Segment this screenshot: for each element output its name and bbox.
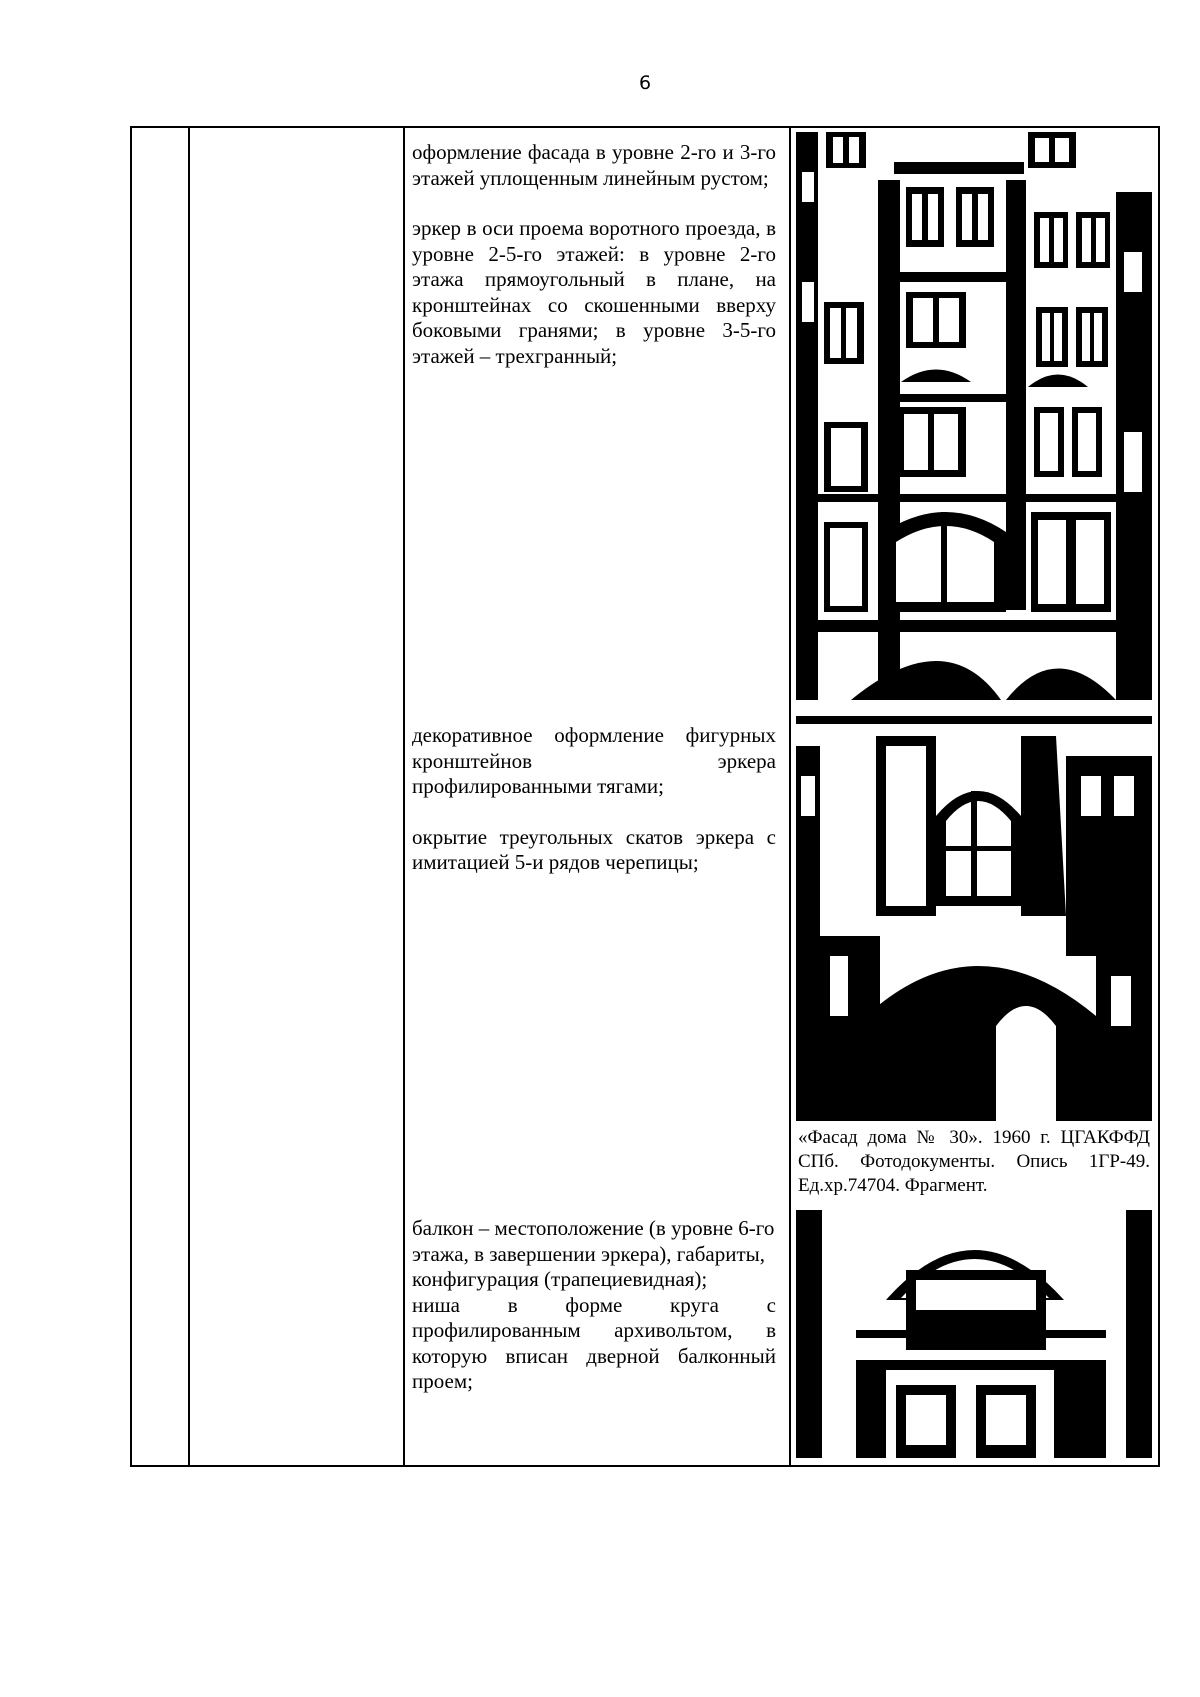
row-1-paragraph-2: эркер в оси проема воротного проезда, в уровне 2-5-го этажей: в уровне 2-го этажа прямоугольный в плане, на кронштейнах со скошенными вверху боковыми гранями; в уровне 3-5-го этажей – трехгранный; [412, 216, 776, 368]
row-2-text [412, 723, 776, 876]
photo-caption: «Фасад дома № 30». 1960 г. ЦГАКФФД СПб. Фотодокументы. Опись 1ГР-49. Ед.хр.74704. Фрагмент. [798, 1127, 1150, 1196]
column-divider-3 [789, 128, 791, 1465]
column-divider-2 [403, 128, 405, 1465]
row-3-text [412, 1216, 776, 1395]
bay-window-arch-photo [796, 716, 1152, 1121]
balcony-niche-photo [796, 1210, 1152, 1458]
building-facade-photo [796, 132, 1152, 700]
row-3-paragraph-1: балкон – местоположение (в уровне 6-го этажа, в завершении эркера), габариты, конфигурация (трапециевидная); [412, 1216, 775, 1291]
row-1-paragraph-1: оформление фасада в уровне 2-го и 3-го этажей уплощенным линейным рустом; [412, 140, 776, 190]
column-divider-1 [188, 128, 190, 1465]
row-3-paragraph-2: ниша в форме круга с профилированным архивольтом, в которую вписан дверной балконный проем; [412, 1292, 776, 1393]
row-1-text [412, 140, 776, 369]
row-2-paragraph-1: декоративное оформление фигурных кронштейнов эркера профилированными тягами; [412, 723, 776, 798]
row-2-paragraph-2: окрытие треугольных скатов эркера с имитацией 5-и рядов черепицы; [412, 824, 776, 874]
page-number: 6 [638, 72, 652, 94]
